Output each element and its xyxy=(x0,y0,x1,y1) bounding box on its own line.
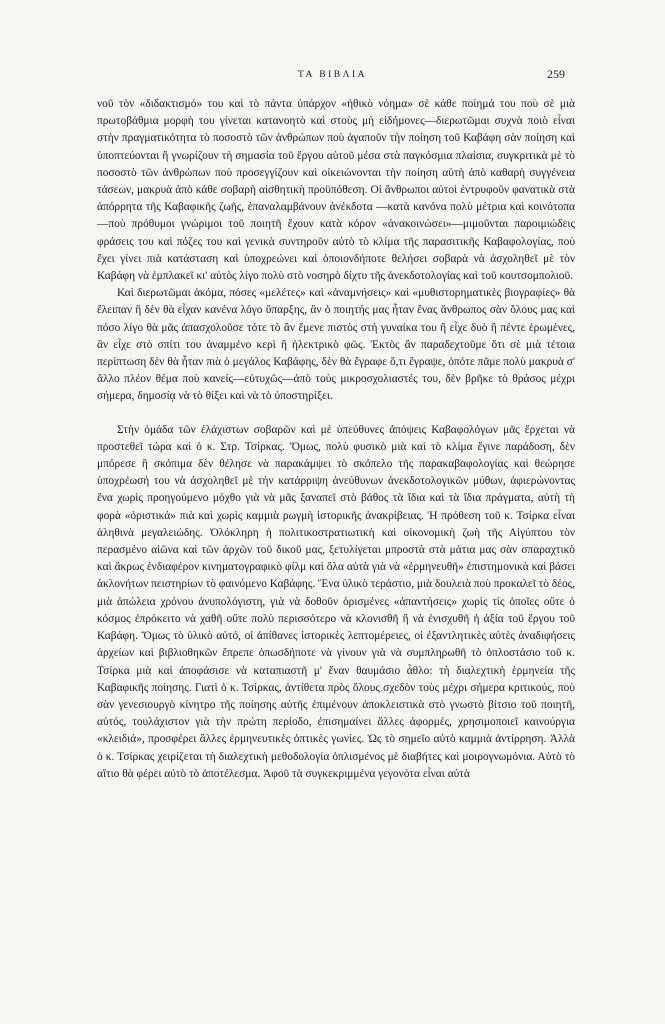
paragraph: Καὶ διερωτῶμαι ἀκόμα, πόσες «μελέτες» καὶ «ἀναμνήσεις» καὶ «μυθιστορηματικὲς βιογραφίες» θὰ ἔλειπαν ἢ δὲν θὰ εἶχαν κανένα λόγο ὕπαρξης, ἂν ὁ ποιητής μας ἦταν ἕνας ἄνθρωπος σὰν ὅλους μας καὶ πόσο λίγο θὰ μᾶς ἀπασχολοῦσε τότε τὸ ἂν ἔμενε πιστὸς στὴ γυναίκα του ἢ εἶχε δυὸ ἢ πέντε ἐρωμένες, ἂν εἶχε στὸ σπίτι του ἀναμμένο κερὶ ἢ ἠλεκτρικὸ φῶς. Ἐκτὸς ἂν παραδεχτοῦμε ὅτι σὲ μιὰ τέτοια περίπτωση δὲν θὰ ἦταν πιὰ ὁ μεγάλος Καβάφης, δὲν θὰ ἔγραφε ὅ,τι ἔγραψε, ὁπότε πᾶμε πολὺ μακρυὰ σ' ἄλλο πλέον θέμα ποὺ κανείς—εὐτυχῶς—ἀπὸ τοὺς μικροσχολιαστές του, δὲν βρῆκε τὸ θράσος μέχρι σήμερα, δημοσίᾳ νὰ τὸ θίξει καὶ νὰ τὸ ὑποστηρίξει. xyxy=(97,287,575,403)
page-number: 259 xyxy=(547,67,565,81)
running-head: ΤΑ ΒΙΒΛΙΑ xyxy=(297,70,367,80)
paragraph-continuation: νοῦ τὸν «διδακτισμό» του καὶ τὸ πάντα ὑπάρχον «ἠθικὸ νόημα» σὲ κάθε ποίημά του ποὺ σὲ μιὰ πρωτοβάθμια μορφὴ του γίνεται κατανοητὸ καὶ στοὺς μὴ εἰδήμονες—διερωτῶμαι συχνὰ ποιὸ εἶναι στὴν πραγματικότητα τὸ ποσοστὸ τῶν ἀνθρώπων ποὺ ἀγαποῦν τὴν ποίηση τοῦ Καβάφη σὰν ποίηση καὶ ὑποπτεύονται ἢ γνωρίζουν τὴ σημασία τοῦ ἔργου αὐτοῦ μέσα στὰ παγκόσμια πλαίσια, συγκριτικὰ μὲ τὸ ποσοστὸ τῶν ἀνθρώπων ποὺ προσεγγίζουν καὶ οἰκειώνονται τὴν ποίηση αὐτὴ ἀπὸ καθαρὴ συγγένεια τάσεων, μακρυὰ ἀπὸ κάθε σοβαρὴ αἰσθητικὴ προϋπόθεση. Οἱ ἄνθρωποι αὐτοὶ ἐντρυφοῦν φανατικὰ στὰ ἀπόρρητα τῆς Καβαφικῆς ζωῆς, ἐπαναλαμβάνουν ἀνέκδοτα —κατὰ κανόνα πολὺ μέτρια καὶ κοινότοπα—ποὺ πρόθυμοι γνώριμοι τοῦ ποιητῆ ἔχουν κατὰ κόρον «ἀνακοινώσει»—μιμοῦνται παροιμιώδεις φράσεις του καὶ πόζες του καὶ γενικὰ συντηροῦν αὐτὸ τὸ κλίμα τῆς παρασιτικῆς Καβαφολογίας, ποὺ ἔχει γίνει πιὰ κατάσταση καὶ ὑποχρεώνει καὶ ὁποιονδήποτε θελήσει σοβαρὰ νὰ ἀσχοληθεῖ μὲ τὸν Καβάφη νὰ ἐμπλακεῖ κι' αὐτὸς λίγο πολὺ στὸ νοσηρὸ δίχτυ τῆς ἀνεκδοτολογίας καὶ τοῦ κουτσομπολιοῦ. xyxy=(97,98,575,283)
paragraph: Στὴν ὁμάδα τῶν ἐλάχιστων σοβαρῶν καὶ μὲ ὑπεύθυνες ἀπόψεις Καβαφολόγων μᾶς ἔρχεται νὰ προστεθεῖ τώρα καὶ ὁ κ. Στρ. Τσίρκας. Ὅμως, πολὺ φυσικὸ μιὰ καὶ τὸ κλίμα ἔγινε παράδοση, δὲν μπόρεσε ἢ σκόπιμα δὲν θέλησε νὰ παρακάμψει τὸ σκόπελο τῆς παρακαβαφολογίας καὶ θεώρησε ὑποχρέωσή του νὰ ἀσχοληθεῖ μὲ τὴν κατάρριψη ἀνεύθυνων ἀνεκδοτολογικῶν μύθων, ἀφιερώνοντας ἕνα χωρὶς προηγούμενο μόχθο γιὰ νὰ μᾶς ξαναπεῖ στὸ βάθος τὰ ἴδια καὶ τὰ ἴδια πράγματα, αὐτὴ τὴ φορὰ «ὁριστικά» πιὰ καὶ χωρὶς καμμιὰ ρωγμὴ ἱστορικῆς ἀνακρίβειας. Ἡ πρόθεση τοῦ κ. Τσίρκα εἶναι ἀληθινὰ μεγαλειώδης. Ὁλόκληρη ἡ πολιτικοστρατιωτικὴ καὶ οἰκονομικὴ ζωὴ τῆς Αἰγύπτου τὸν περασμένο αἰῶνα καὶ τῶν ἀρχῶν τοῦ δικοῦ μας, ξετυλίγεται μπροστὰ στὰ μάτια μας σὰν σπαραχτικὸ καὶ ἄκρως ἐνδιαφέρον κινηματογραφικὸ φίλμ καὶ ὅλα αὐτὰ γιὰ νὰ «ἑρμηνευθῆ» ἐπιστημονικὰ καὶ βάσει ἀκλονήτων πειστηρίων τὸ φαινόμενο Καβάφης. Ἕνα ὑλικὸ τεράστιο, μιὰ δουλειὰ ποὺ προκαλεῖ τὸ δέος, μιὰ ἀπώλεια χρόνου ἀνυπολόγιστη, γιὰ νὰ δοθοῦν ὁρισμένες «ἀπαντήσεις» χωρὶς τὶς ὁποῖες οὔτε ὁ κόσμος ἐπρόκειτο νὰ χαθῆ οὔτε πολὺ περισσότερο νὰ κλονισθῆ ἢ νὰ ἐνισχυθῆ ἡ ἀξία τοῦ ἔργου τοῦ Καβάφη. Ὅμως τὸ ὑλικὸ αὐτό, οἱ ἀπίθανες ἱστορικὲς λεπτομέρειες, οἱ ἐξαντλητικὲς αὐτὲς ἀναδιφήσεις ἀρχείων καὶ βιβλιοθηκῶν ἔπρεπε ὁπωσδήποτε νὰ γίνουν γιὰ νὰ συμπληρωθῆ τὸ ὁπλοστάσιο τοῦ κ. Τσίρκα μιὰ καὶ ἀποφάσισε νὰ καταπιαστῆ μ' ἕναν θαυμάσιο ἆθλο: τὴ διαλεχτικὴ ἑρμηνεία τῆς Καβαφικῆς ποίησης. Γιατὶ ὁ κ. Τσίρκας, ἀντίθετα πρὸς ὅλους σχεδὸν τοὺς μέχρι σήμερα κριτικούς, ποὺ σὰν γενεσιουργὸ κίνητρο τῆς ποίησης αὐτῆς ἐπιμένουν ἀποκλειστικὰ στὸ γνωστὸ βίτσιο τοῦ ποιητῆ, αὐτός, τουλάχιστον γιὰ τὴν πρώτη περίοδο, ἐπισημαίνει ἄλλες ἀφορμές, χρησιμοποιεῖ καινούργια «κλειδιά», προσφέρει ἄλλες ἑρμηνευτικὲς ὀπτικὲς γωνίες. Ὡς τὸ σημεῖο αὐτὸ καμμιὰ ἀντίρρηση. Ἀλλὰ ὁ κ. Τσίρκας χειρίζεται τὴ διαλεχτικὴ μεθοδολογία ὁπλισμένος μὲ διαβήτες καὶ μοιρογνωμόνια. Αὐτὸ τὸ αἴτιο θὰ φέρει αὐτὸ τὸ ἀποτέλεσμα. Ἀφοῦ τὰ συγκεκριμμένα γεγονότα εἶναι αὐτὰ xyxy=(97,423,575,780)
body-text xyxy=(97,96,575,783)
section-gap xyxy=(97,406,575,422)
